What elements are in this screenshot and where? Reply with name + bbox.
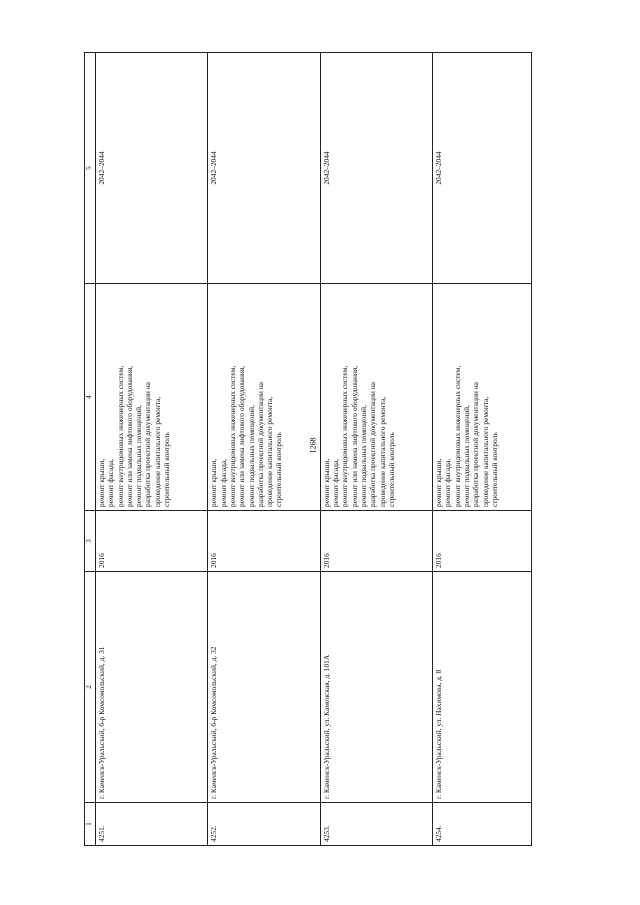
works-cell xyxy=(433,284,532,511)
work-item: строительный контроль xyxy=(162,432,172,507)
page-number: 1268 xyxy=(308,437,318,454)
period-cell: 2042–2044 xyxy=(96,53,208,284)
work-item: ремонт крыши, xyxy=(209,458,219,507)
work-item: разработка проектной документации на xyxy=(368,382,378,507)
work-item: ремонт фасада, xyxy=(443,459,453,507)
row-number: 4251. xyxy=(96,803,208,846)
works-cell xyxy=(208,284,320,511)
period-cell: 2042–2044 xyxy=(320,53,432,284)
capital-repair-table xyxy=(84,52,532,846)
work-item: проведение капитального ремонта, xyxy=(377,396,387,507)
address-cell: г. Каменск-Уральский, ул. Каменская, д. 101А xyxy=(320,572,432,803)
work-item: проведение капитального ремонта, xyxy=(480,396,490,507)
work-item: строительный контроль xyxy=(386,432,396,507)
work-item: ремонт крыши, xyxy=(97,458,106,507)
work-item: разработка проектной документации на xyxy=(255,382,265,507)
work-item: ремонт внутридомовых инженерных систем, xyxy=(115,365,125,507)
work-item: ремонт или замена лифтового оборудования, xyxy=(349,365,359,507)
work-item: ремонт или замена лифтового оборудования, xyxy=(237,365,247,507)
work-item: ремонт подвальных помещений, xyxy=(134,405,144,507)
work-item: ремонт подвальных помещений, xyxy=(246,405,256,507)
work-item: строительный контроль xyxy=(274,432,284,507)
work-item: ремонт подвальных помещений, xyxy=(462,405,472,507)
work-item: ремонт или замена лифтового оборудования, xyxy=(124,365,134,507)
work-item: проведение капитального ремонта, xyxy=(265,396,275,507)
work-item: разработка проектной документации на xyxy=(471,382,481,507)
works-cell xyxy=(96,284,208,511)
table-row xyxy=(320,53,432,846)
table-row xyxy=(208,53,320,846)
work-item: ремонт фасада, xyxy=(331,459,341,507)
work-item: разработка проектной документации на xyxy=(143,382,153,507)
rotated-table-frame xyxy=(84,78,532,846)
header-col-2: 2 xyxy=(85,572,96,803)
address-cell: г. Каменск-Уральский, ул. Нахимова, д. 8 xyxy=(433,572,532,803)
address-cell: г. Каменск-Уральский, б-р Комсомольский, д. 31 xyxy=(96,572,208,803)
year-cell: 2016 xyxy=(320,511,432,572)
work-item: ремонт внутридомовых инженерных систем, xyxy=(340,365,350,507)
period-cell: 2042–2044 xyxy=(433,53,532,284)
work-item: строительный контроль xyxy=(489,432,499,507)
header-col-4: 4 xyxy=(85,284,96,511)
works-cell xyxy=(320,284,432,511)
year-cell: 2016 xyxy=(433,511,532,572)
work-item: ремонт внутридомовых инженерных систем, xyxy=(452,365,462,507)
address-cell: г. Каменск-Уральский, б-р Комсомольский, д. 32 xyxy=(208,572,320,803)
work-item: ремонт фасада, xyxy=(106,459,116,507)
header-col-3: 3 xyxy=(85,511,96,572)
table-row xyxy=(433,53,532,846)
work-item: ремонт крыши, xyxy=(321,458,331,507)
row-number: 4253. xyxy=(320,803,432,846)
work-item: ремонт крыши, xyxy=(434,458,444,507)
row-number: 4254. xyxy=(433,803,532,846)
work-item: ремонт внутридомовых инженерных систем, xyxy=(227,365,237,507)
header-col-1: 1 xyxy=(85,803,96,846)
work-item: проведение капитального ремонта, xyxy=(152,396,162,507)
table-header-row xyxy=(85,53,96,846)
year-cell: 2016 xyxy=(208,511,320,572)
work-item: ремонт фасада, xyxy=(218,459,228,507)
table-container xyxy=(84,78,532,846)
header-col-5: 5 xyxy=(85,53,96,284)
year-cell: 2016 xyxy=(96,511,208,572)
table-row xyxy=(96,53,208,846)
work-item: ремонт подвальных помещений, xyxy=(358,405,368,507)
row-number: 4252. xyxy=(208,803,320,846)
period-cell: 2042–2044 xyxy=(208,53,320,284)
